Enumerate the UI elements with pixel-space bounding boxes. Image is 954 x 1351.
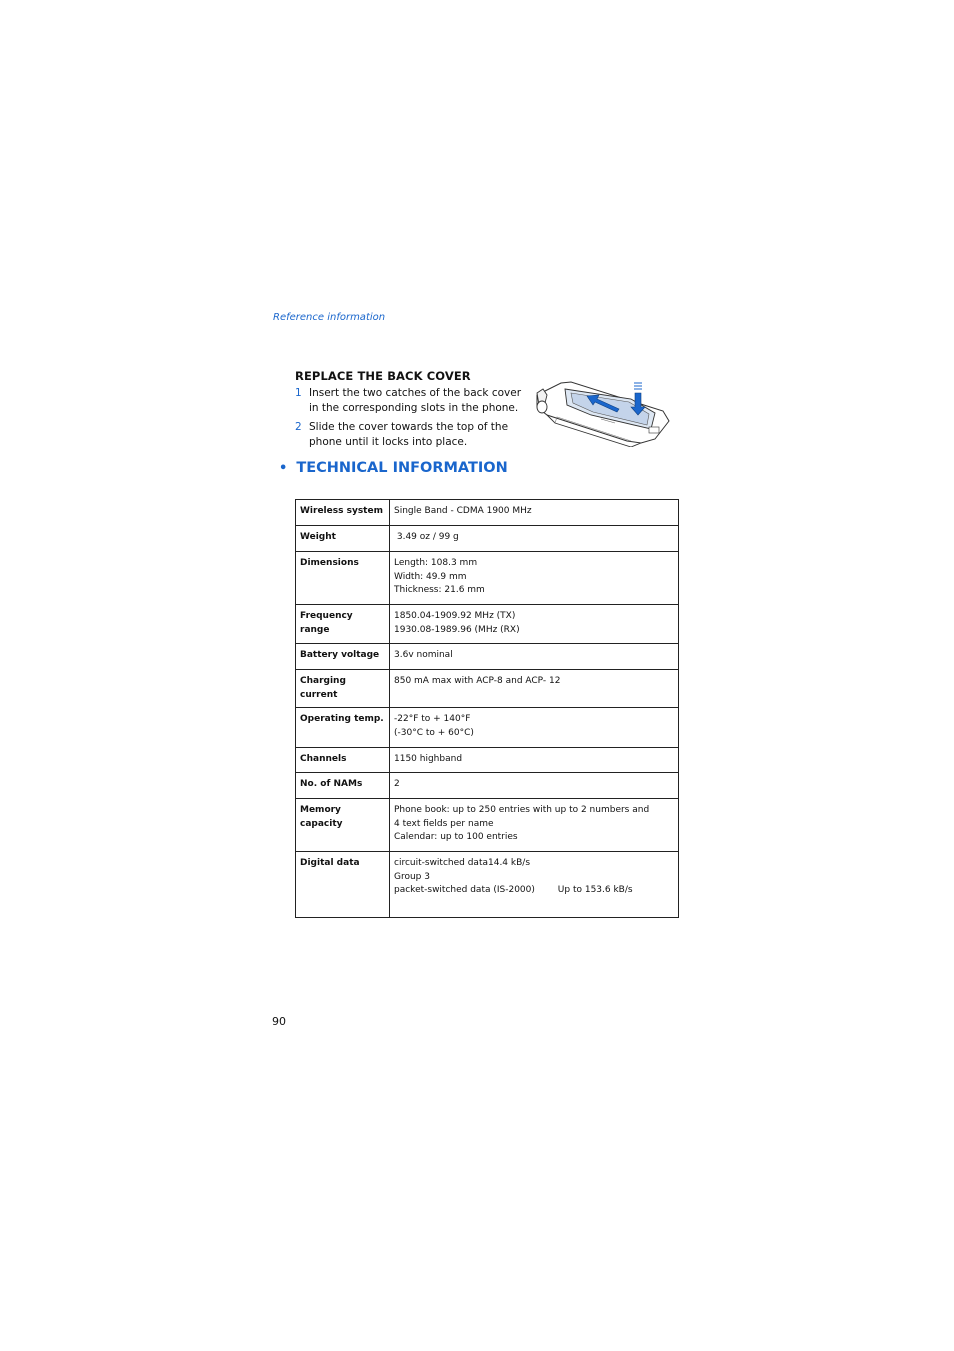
replace-cover-steps — [295, 386, 525, 454]
table-row — [296, 799, 679, 852]
spec-value: 3.49 oz / 99 g — [390, 526, 679, 552]
table-row — [296, 552, 679, 605]
spec-value: 3.6v nominal — [390, 644, 679, 670]
table-row — [296, 644, 679, 670]
spec-label: Operating temp. — [296, 708, 390, 748]
spec-value: 1850.04-1909.92 MHz (TX) 1930.08-1989.96 (MHz (RX) — [390, 605, 679, 644]
spec-label: Frequency range — [296, 605, 390, 644]
step-text: Slide the cover towards the top of the phone until it locks into place. — [309, 421, 509, 448]
step-item — [295, 420, 525, 449]
step-number: 2 — [295, 421, 302, 433]
spec-label: Charging current — [296, 670, 390, 708]
spec-value: circuit-switched data14.4 kB/s Group 3 packet-switched data (IS-2000) Up to 153.6 kB/s — [390, 852, 679, 918]
spec-value: Length: 108.3 mm Width: 49.9 mm Thickness: 21.6 mm — [390, 552, 679, 605]
table-row — [296, 670, 679, 708]
technical-information-heading — [279, 460, 508, 476]
spec-label: Memory capacity — [296, 799, 390, 852]
table-row — [296, 852, 679, 918]
spec-label: Weight — [296, 526, 390, 552]
running-header: Reference information — [273, 312, 386, 323]
step-text: Insert the two catches of the back cover in the corresponding slots in the phone. — [309, 387, 522, 414]
replace-cover-heading: REPLACE THE BACK COVER — [295, 369, 471, 383]
table-row — [296, 500, 679, 526]
spec-value: Single Band - CDMA 1900 MHz — [390, 500, 679, 526]
table-row — [296, 605, 679, 644]
phone-back-cover-illustration — [531, 377, 671, 447]
step-number: 1 — [295, 387, 302, 399]
spec-label: Dimensions — [296, 552, 390, 605]
spec-value: 850 mA max with ACP-8 and ACP- 12 — [390, 670, 679, 708]
spec-value: -22°F to + 140°F (-30°C to + 60°C) — [390, 708, 679, 748]
table-row — [296, 526, 679, 552]
spec-label: No. of NAMs — [296, 773, 390, 799]
spec-value: 1150 highband — [390, 748, 679, 773]
table-row — [296, 708, 679, 748]
step-item — [295, 386, 525, 415]
spec-label: Digital data — [296, 852, 390, 918]
table-row — [296, 773, 679, 799]
table-row — [296, 748, 679, 773]
technical-information-title: TECHNICAL INFORMATION — [296, 460, 508, 476]
heading-bullet: • — [279, 460, 288, 476]
spec-value: 2 — [390, 773, 679, 799]
spec-label: Channels — [296, 748, 390, 773]
spec-label: Wireless system — [296, 500, 390, 526]
spec-value: Phone book: up to 250 entries with up to 2 numbers and 4 text fields per name Calendar: up to 100 entries — [390, 799, 679, 852]
spec-label: Battery voltage — [296, 644, 390, 670]
technical-spec-table — [295, 499, 679, 918]
page-number: 90 — [272, 1015, 286, 1028]
